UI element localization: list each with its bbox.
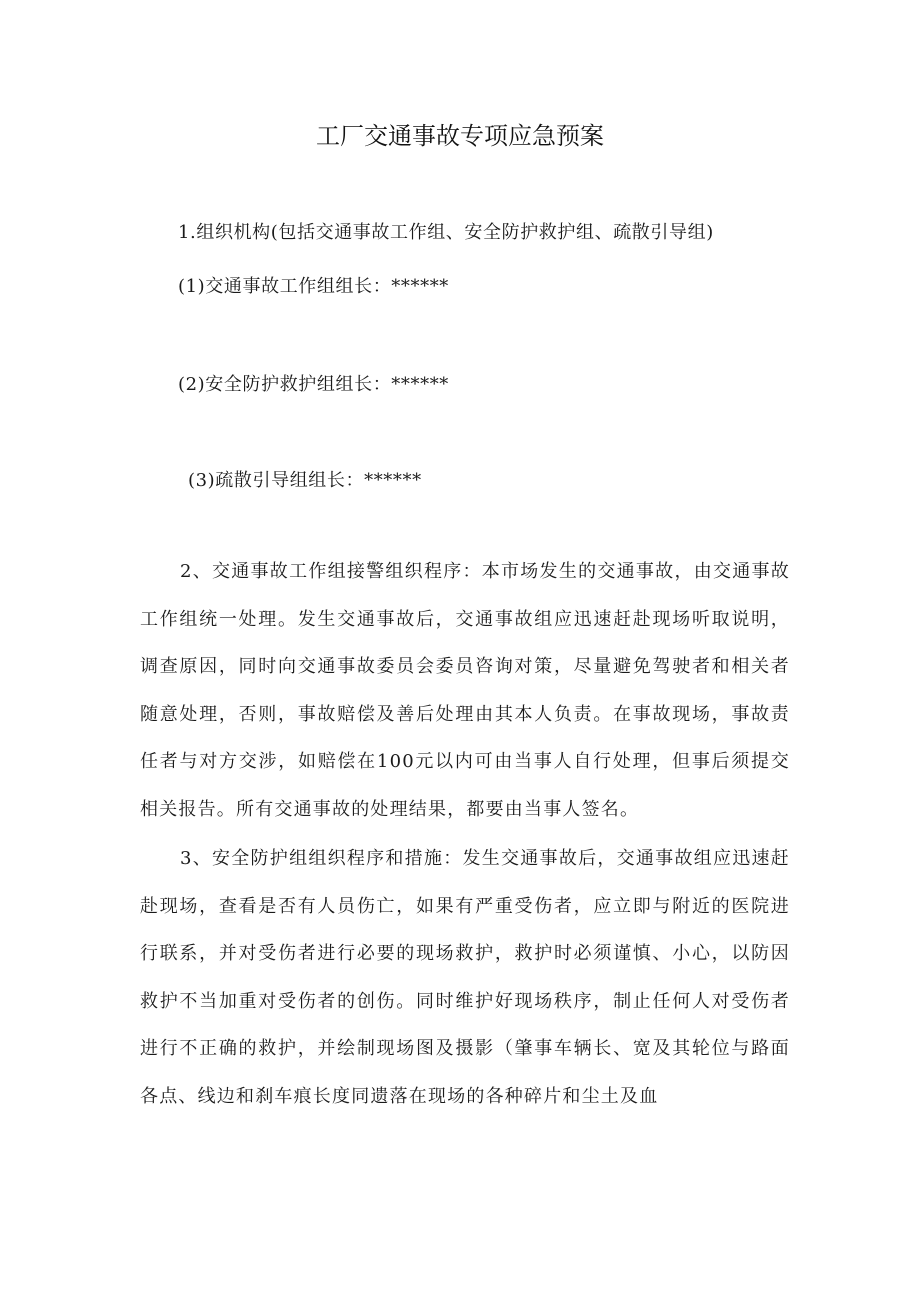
section1-item-2: (2)安全防护救护组组长：****** [178,374,449,395]
document-title: 工厂交通事故专项应急预案 [316,122,604,150]
section1-item-3: (3)疏散引导组组长：****** [188,470,422,491]
section3-paragraph: 3、安全防护组组织程序和措施：发生交通事故后，交通事故组应迅速赶赴现场，查看是否有人员伤亡，如果有严重受伤者，应立即与附近的医院进行联系，并对受伤者进行必要的现场救护，救护时必须谨慎、小心，以防因救护不当加重对受伤者的创伤。同时维护好现场秩序，制止任何人对受伤者进行不正确的救护，并绘制现场图及摄影（肇事车辆长、宽及其轮位与路面各点、线边和刹车痕长度同遗落在现场的各种碎片和尘土及血 [140,848,790,1107]
section1-heading: 1.组织机构(包括交通事故工作组、安全防护救护组、疏散引导组) [178,222,714,243]
section2-paragraph: 2、交通事故工作组接警组织程序：本市场发生的交通事故，由交通事故工作组统一处理。发生交通事故后，交通事故组应迅速赶赴现场听取说明，调查原因，同时向交通事故委员会委员咨询对策，尽量避免驾驶者和相关者随意处理，否则，事故赔偿及善后处理由其本人负责。在事故现场，事故责任者与对方交涉，如赔偿在100元以内可由当事人自行处理，但事后须提交相关报告。所有交通事故的处理结果，都要由当事人签名。 [140,561,790,820]
section1-item-1: (1)交通事故工作组组长：****** [178,276,449,297]
